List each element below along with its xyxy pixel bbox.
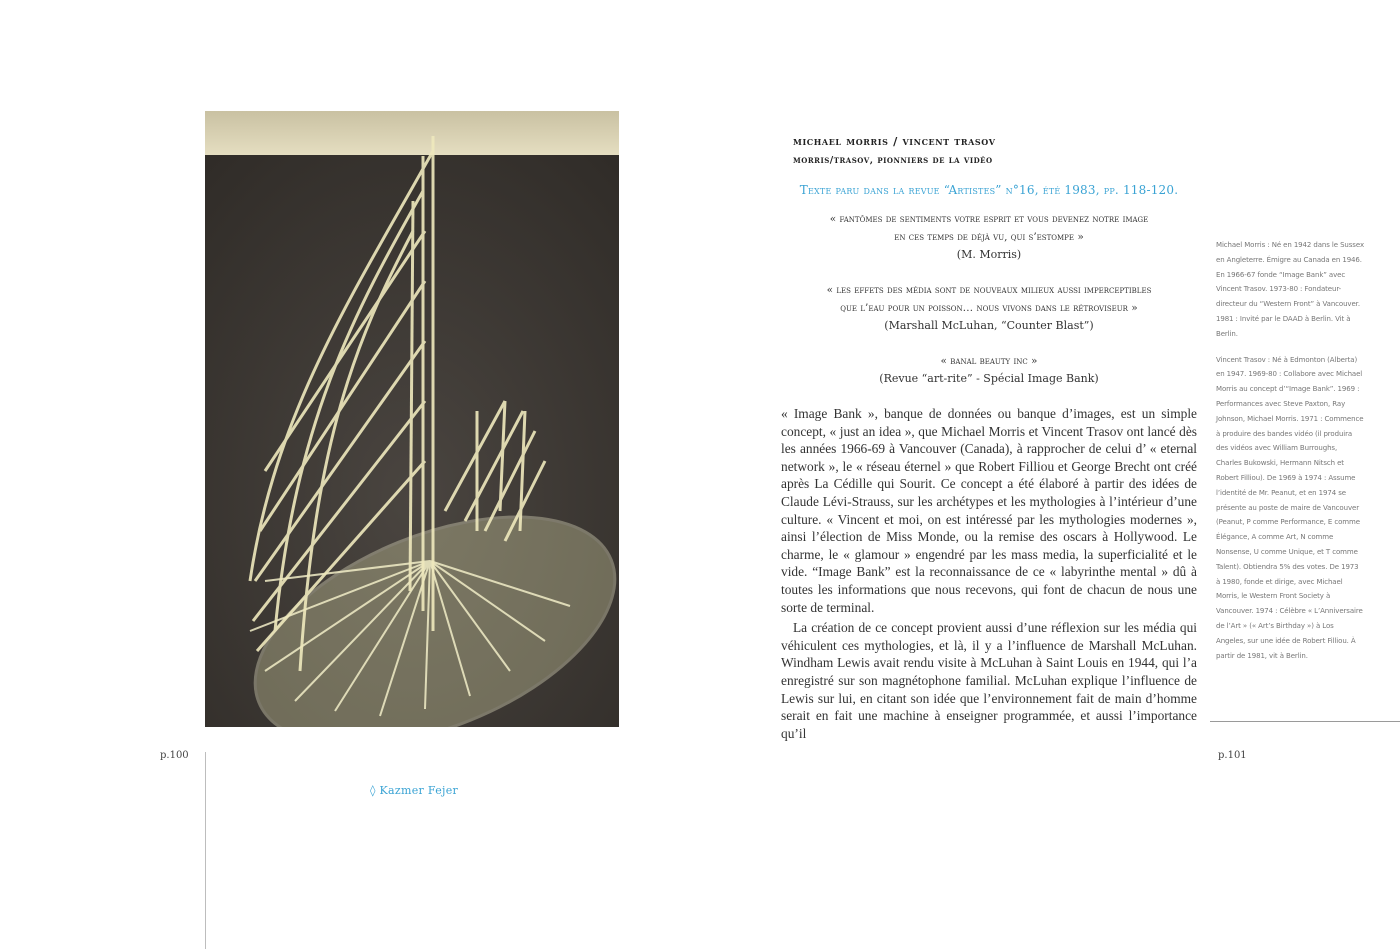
quote-line: « fantômes de sentiments votre esprit et vous devenez notre image [829,213,1149,225]
page-number-right: p.101 [1218,750,1247,761]
quote-block [781,210,1197,264]
side-note: Vincent Trasov : Né à Edmonton (Alberta) en 1947. 1969-80 : Collabore avec Michael Morris au concept d’“Image Bank”. 1969 : Performances avec Steve Paxton, Ray Johnson, Michael Morris. 1971 : Commence à produire des bandes vidéo (il produira des vidéos avec William Burroughs, Charles Bukowski, Hermann Nitsch et Robert Filliou). De 1969 à 1974 : Assume l’identité de Mr. Peanut, et en 1974 se présente au poste de maire de Vancouver (Peanut, P comme Performance, E comme Élégance, A comme Art, N comme Nonsense, U comme Unique, et T comme Talent). Obtiendra 5% des votes. De 1973 à 1980, fonde et dirige, avec Michael Morris, le Western Front Society à Vancouver. 1974 : Célèbre « L’Anniversaire de l’Art » (« Art’s Birthday ») à Los Angeles, sur une idée de Robert Filliou. À partir de 1981, vit à Berlin. [1216,355,1364,660]
article-subtitle: morris/trasov, pionniers de la vidéo [793,155,993,166]
source-line: Texte paru dans la revue “Artistes” n°16, été 1983, pp. 118-120. [799,183,1179,197]
quote-attribution: (Revue “art-rite” - Spécial Image Bank) [879,372,1099,385]
side-notes [1216,238,1364,663]
quote-attribution: (M. Morris) [956,248,1022,261]
quote-line: « banal beauty inc » [940,355,1038,367]
quote-attribution: (Marshall McLuhan, “Counter Blast”) [884,319,1094,332]
quote-line: que l’eau pour un poisson… nous vivons dans le rétroviseur » [840,302,1138,314]
page-divider-left [205,752,206,949]
sculpture-image [205,111,619,727]
quote-block [781,352,1197,388]
quote-line: en ces temps de déjà vu, qui s’estompe » [894,231,1084,243]
body-paragraph: La création de ce concept provient aussi d’une réflexion sur les média qui véhiculent ces mythologies, et là, il y a l’influence de Marshall McLuhan. Windham Lewis avait rendu visite à McLuhan à Saint Louis en 1944, qui l’a enregistré sur son magnétophone familial. McLuhan explique l’influence de Lewis sur lui, en citant son idée que l’environnement fait de main d’homme serait en fait une machine à enseigner programmée, et aussi l’importance qu’il [781,620,1197,741]
article [781,134,1197,742]
article-body [781,405,1197,742]
page-divider-right [1210,721,1400,722]
sculpture-photo [205,111,619,727]
side-note: Michael Morris : Né en 1942 dans le Sussex en Angleterre. Émigre au Canada en 1946. En 1966-67 fonde “Image Bank” avec Vincent Trasov. 1973-80 : Fondateur-directeur du “Western Front” à Vancouver. 1981 : Invité par le DAAD à Berlin. Vit à Berlin. [1216,241,1364,338]
page-number-left: p.100 [160,750,189,761]
quote-line: « les effets des média sont de nouveaux milieux aussi imperceptibles [826,284,1152,296]
photo-credit: ◊ Kazmer Fejer [370,784,459,797]
article-title: michael morris / vincent trasov [793,134,996,148]
body-paragraph: « Image Bank », banque de données ou banque d’images, est un simple concept, « just an idea », que Michael Morris et Vincent Trasov ont lancé dès les années 1966-69 à Vancouver (Canada), à rapprocher de celui d’ « eternal network », le « réseau éternel » que Robert Filliou et George Brecht ont créé après La Cédille qui Sourit. Ce concept a été élaboré à partir des idées de Claude Lévi-Strauss, sur les archétypes et les mythologies à l’intérieur d’une culture. « Vincent et moi, on est intéressé par les mythologies modernes », ainsi l’élection de Miss Monde, ou la remise des oscars à Hollywood. Le charme, le « glamour » engendré par les mass media, la superficialité et le vide. “Image Bank” est la reconnaissance de ce « labyrinthe mental » dû à toutes les informations que nous recevons, qui font de chacun de nous une sorte de terminal. [781,406,1197,615]
quote-block [781,281,1197,335]
